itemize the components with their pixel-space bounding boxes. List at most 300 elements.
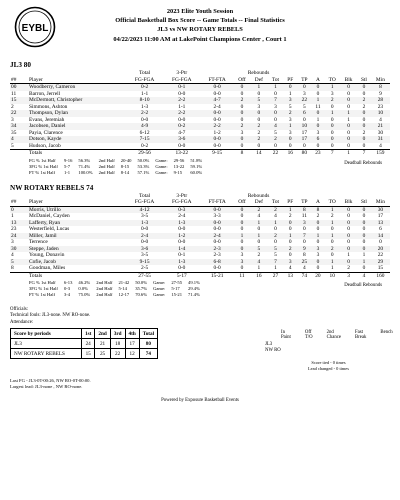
split-cell: 5-17 [171, 286, 180, 292]
stat-cell: 7 [268, 259, 284, 266]
stat-cell: 0 [340, 123, 357, 130]
stat-cell: Lafferty, Ryan [28, 220, 126, 227]
stat-cell: 0-0 [200, 136, 233, 143]
stat-cell: 13 [10, 220, 28, 227]
stat-cell: 0-0 [213, 90, 221, 97]
stat-cell: 0 [274, 239, 277, 245]
stat-cell: 0 [316, 142, 320, 149]
split-cell: 2nd Half [96, 292, 113, 298]
stat-cell: 4 [268, 123, 284, 130]
stat-cell: 0 [316, 226, 320, 232]
stat-cell: 17 [297, 136, 311, 143]
split-cell: 12-17 [118, 292, 130, 298]
stat-cell: 5 [288, 103, 292, 110]
stat-cell: 0 [357, 220, 371, 227]
stat-cell: 0 [340, 206, 357, 213]
stat-cell: 1 [362, 252, 366, 258]
stat-cell: 10 [297, 123, 311, 130]
totals-cell: 22 [268, 150, 284, 157]
split-cell: 8-14 [120, 169, 130, 175]
column-header: Blk [344, 76, 353, 83]
stat-cell: 0 [303, 142, 306, 149]
stat-cell: 1-3 [141, 103, 149, 110]
stat-cell: 1-1 [178, 103, 186, 110]
split-cell: 59.1% [190, 163, 203, 169]
group-header-cell: Total [139, 70, 151, 76]
stat-cell: 0 [288, 142, 292, 149]
stat-cell: 0 [297, 84, 311, 91]
score-cell: JL3 [11, 339, 82, 349]
split-cell: 71.4% [78, 163, 91, 169]
column-header: TO [328, 199, 336, 205]
lead-changed: Lead changed - 0 times [308, 366, 349, 372]
date-venue: 04/22/2023 11:00 AM at LakePoint Champions Center , Court 1 [113, 35, 287, 43]
stat-cell: 1 [283, 233, 297, 240]
stat-cell: 0-0 [178, 142, 186, 149]
stat-cell: 0 [288, 226, 292, 232]
stat-cell: 0-0 [200, 206, 233, 213]
player-row [10, 206, 390, 213]
column-header: Min [375, 199, 385, 205]
stat-cell: 3-6 [163, 136, 200, 143]
stat-cell: 0-2 [163, 123, 200, 130]
score-cell: 22 [110, 349, 125, 359]
stat-cell: 3 [274, 103, 277, 110]
column-header: Player [29, 76, 43, 83]
teams-container [10, 60, 390, 305]
last-fg: Last FG - JL3-0T-00:26, NW RO-0T-00:00. [10, 378, 91, 384]
stat-cell: 0 [330, 239, 334, 245]
stat-cell: 0 [362, 265, 366, 271]
stat-cell: 0 [257, 239, 261, 245]
totals-cell: 23 [312, 150, 325, 157]
stat-cell: 1-3 [163, 259, 200, 266]
stat-cell: 0 [340, 136, 357, 143]
stat-cell: 2 [268, 206, 284, 213]
stat-cell: 0 [250, 110, 267, 117]
column-header: Tot [271, 76, 280, 83]
stat-cell: Simmons, Ashton [29, 103, 68, 110]
score-cell: 17 [125, 339, 139, 349]
column-header: TO [328, 76, 336, 83]
split-cell: 5-14 [118, 286, 127, 292]
stat-cell: 4 [250, 259, 267, 266]
split-cell: Game: [155, 163, 168, 169]
split-cell: Game: [153, 292, 166, 298]
totals-row [10, 150, 390, 157]
stat-cell: 4 [303, 265, 306, 271]
split-cell: 56.3% [78, 157, 91, 163]
stat-cell: 20 [371, 246, 390, 253]
stat-cell: 0 [288, 252, 292, 258]
stat-cell: 7 [268, 97, 284, 104]
stat-cell: 1 [324, 233, 340, 240]
group-header-cell: Rebounds [247, 192, 270, 199]
score-cell: 21 [95, 339, 110, 349]
stat-cell: 30 [371, 206, 390, 213]
event-title: 2023 Elite Youth Session [166, 8, 234, 15]
stat-cell: 3-5 [141, 252, 149, 258]
column-header: Off [238, 76, 246, 83]
totals-cell: 9-15 [200, 150, 233, 157]
stat-cell: 0 [357, 136, 371, 143]
stat-cell: 11 [315, 103, 321, 110]
split-cell: FT % 1st Half [29, 169, 56, 175]
summary-label: Fast Break [354, 330, 367, 341]
stat-cell: 8 [297, 206, 311, 213]
stat-cell: 1 [347, 116, 350, 123]
stat-cell: 13 [371, 220, 390, 227]
stat-cell: 1 [324, 110, 340, 117]
split-cell: Game: [153, 286, 166, 292]
summary-label: Bench [380, 330, 393, 336]
stat-cell: 0-0 [178, 90, 186, 97]
stat-cell: 0 [283, 220, 297, 227]
totals-cell: 74 [297, 272, 311, 279]
stat-cell: 0 [362, 239, 366, 245]
column-header: FG-FGA [134, 199, 155, 205]
stat-cell: 1 [324, 259, 340, 266]
stat-cell: 4-12 [126, 206, 163, 213]
stat-cell: 3 [316, 252, 320, 258]
totals-cell: 10 [324, 272, 340, 279]
stat-cell: Cofie, Jacob [28, 259, 126, 266]
stat-cell: 2 [283, 110, 297, 117]
stat-cell: 0 [274, 226, 277, 232]
split-cell: 46.2% [78, 280, 91, 285]
stat-cell: 8 [11, 265, 14, 271]
stat-cell: 0 [10, 206, 28, 213]
stat-cell: 0-2 [141, 142, 149, 149]
stat-cell: Payia, Clarence [29, 129, 63, 136]
stat-cell: 5 [11, 142, 14, 149]
split-cell: 71.4% [188, 292, 200, 298]
stat-cell: 0 [240, 103, 244, 110]
totals-cell: 13-22 [163, 150, 200, 157]
stat-cell: 0 [357, 123, 371, 130]
stat-cell: 0 [274, 142, 277, 149]
box-score-table [10, 70, 390, 157]
stat-cell: 22 [10, 110, 28, 117]
stat-cell: 1 [330, 265, 334, 271]
stat-cell: 3 [312, 246, 325, 253]
stat-cell: 1-3 [163, 220, 200, 227]
stat-cell: 4 [379, 116, 382, 123]
stat-cell: 0 [274, 116, 277, 123]
stat-cell: 0 [240, 116, 244, 123]
split-cell: 15-21 [171, 292, 183, 298]
stat-cell: 0 [357, 110, 371, 117]
stat-cell: 3 [11, 116, 14, 123]
stat-cell: 1 [268, 220, 284, 227]
stat-cell: 1 [347, 252, 350, 258]
column-header: TP [301, 199, 308, 205]
stat-cell: Thompson, Dylan [28, 110, 126, 117]
stat-cell: 6-8 [200, 259, 233, 266]
totals-cell: Totals [28, 150, 126, 157]
stat-cell: 2-2 [126, 110, 163, 117]
stat-cell: 22 [297, 97, 311, 104]
column-header: A [315, 199, 320, 205]
stat-cell: 1 [11, 213, 14, 219]
split-cell: 3FG % 1st Half [29, 163, 58, 169]
stat-cell: 6-12 [139, 129, 150, 136]
split-cell: 29-56 [173, 157, 185, 163]
stat-cell: 2-4 [178, 213, 186, 219]
game-summary [265, 330, 393, 354]
stat-cell: Dotson, Kayde [28, 136, 126, 143]
stat-cell: 1-2 [213, 129, 221, 136]
column-header: FG-FGA [134, 76, 155, 83]
stat-cell: 0 [234, 136, 250, 143]
officials-label: Officials: [10, 307, 29, 312]
stat-cell: 0 [257, 90, 261, 97]
stat-cell: 22 [377, 252, 384, 258]
column-header: Player [29, 199, 43, 205]
split-cell: 9-15 [173, 169, 183, 175]
split-cell: 70.6% [135, 292, 148, 298]
stat-cell: 0 [330, 252, 334, 258]
score-header-cell: 1st [82, 329, 95, 339]
split-cell: 27-55 [171, 280, 183, 285]
stat-cell: 8 [303, 252, 306, 258]
summary-team: JL3 [265, 342, 273, 348]
split-cell: 100.0% [78, 169, 93, 175]
totals-cell: 16 [250, 272, 267, 279]
split-cell: Game: [155, 157, 168, 163]
stat-cell: 2-3 [213, 252, 221, 258]
stat-cell: 2 [257, 252, 261, 258]
split-cell: 49.1% [188, 280, 200, 285]
stat-cell: 0 [240, 142, 244, 149]
stat-cell: 0 [340, 97, 357, 104]
stat-cell: 0-2 [126, 84, 163, 91]
stat-cell: 1 [324, 220, 340, 227]
totals-cell [10, 272, 28, 279]
stat-cell: 0 [340, 259, 357, 266]
score-row [11, 349, 158, 359]
stat-cell: 3-6 [126, 246, 163, 253]
stat-cell: 14 [371, 233, 390, 240]
split-cell: 51.8% [190, 157, 203, 163]
stat-cell: 4-7 [200, 97, 233, 104]
stat-cell: 0 [362, 90, 366, 97]
split-cell: 50.0% [135, 280, 148, 285]
split-cell: 21-42 [118, 280, 130, 285]
stat-cell: 8 [312, 206, 325, 213]
score-cell: 12 [125, 349, 139, 359]
totals-cell: 7 [357, 150, 371, 157]
stat-cell: 0 [340, 246, 357, 253]
stat-cell: 0 [303, 116, 306, 123]
stat-cell: 5 [10, 259, 28, 266]
stat-cell: 28 [371, 97, 390, 104]
split-cell: FG % 1st Half [29, 280, 56, 285]
stat-cell: 2-3 [200, 246, 233, 253]
stat-cell: 0 [240, 226, 244, 232]
column-header-row [10, 199, 390, 206]
stat-cell: 2 [234, 123, 250, 130]
column-header: Tot [271, 199, 280, 205]
totals-cell: 11 [234, 272, 250, 279]
split-cell: 2nd Half [98, 169, 115, 175]
svg-text:EYBL: EYBL [21, 23, 49, 34]
stat-cell: 0 [303, 226, 306, 232]
stat-cell: 1 [274, 265, 277, 271]
score-header-cell: 4th [125, 329, 139, 339]
stat-cell: 0 [274, 90, 277, 97]
stat-cell: 0-0 [213, 142, 221, 149]
stat-cell: 2 [324, 246, 340, 253]
stat-cell: 30 [377, 129, 384, 136]
column-header: A [315, 76, 320, 83]
stat-cell: 2-4 [213, 103, 221, 110]
split-cell: 5-7 [63, 163, 71, 169]
stat-cell: 0 [362, 116, 366, 123]
split-cell: FT % 1st Half [29, 292, 56, 298]
totals-cell: 80 [297, 150, 311, 157]
stat-cell: 5 [303, 103, 306, 110]
totals-cell: 5-17 [163, 272, 200, 279]
stat-cell: 3 [283, 97, 297, 104]
split-row [26, 292, 203, 298]
stat-cell: Hudson, Jacob [29, 142, 61, 149]
stat-cell: 0 [312, 123, 325, 130]
stat-cell: 2 [362, 129, 366, 136]
ties-leads [308, 360, 349, 372]
stat-cell: 1 [268, 84, 284, 91]
column-header: ## [11, 76, 17, 83]
stat-cell: 2 [283, 246, 297, 253]
team-section [10, 60, 390, 183]
stat-cell: 2 [234, 97, 250, 104]
stat-cell: 9 [297, 246, 311, 253]
stat-cell: 3 [257, 103, 261, 110]
stat-cell: 0 [357, 233, 371, 240]
powered-by: Powered by Exposure Basketball Events [161, 398, 239, 404]
deadball-rebounds: Deadball Rebounds [344, 283, 382, 288]
stat-cell: Jacobsen, Daniel [28, 123, 126, 130]
stat-cell: 1 [312, 233, 325, 240]
stat-cell: 0-1 [163, 84, 200, 91]
stat-cell: 0-0 [178, 239, 186, 245]
stat-cell: 2-4 [126, 233, 163, 240]
stat-cell: 2 [330, 213, 334, 219]
totals-cell: 15-21 [200, 272, 233, 279]
stat-cell: 0-0 [141, 116, 149, 123]
stat-cell: 0 [268, 110, 284, 117]
totals-cell: 8 [234, 150, 250, 157]
stat-cell: 9-15 [126, 259, 163, 266]
stat-cell: Terrence [29, 239, 48, 245]
stat-cell: 0 [340, 84, 357, 91]
totals-cell: 159 [371, 150, 390, 157]
stat-cell: 4-7 [178, 129, 186, 136]
stat-cell: 1 [234, 233, 250, 240]
stat-cell: 2 [347, 265, 350, 271]
stat-cell: 4 [274, 213, 277, 219]
team-title: JL3 80 [10, 61, 31, 69]
split-cell: 53.3% [137, 163, 150, 169]
stat-cell: 1 [283, 123, 297, 130]
stat-cell: 00 [10, 84, 28, 91]
technical-fouls: Technical fouls: JL3-none. NW RO-none. [10, 313, 91, 319]
stat-cell: 29 [371, 259, 390, 266]
totals-cell: 1 [340, 150, 357, 157]
stat-cell: 21 [371, 123, 390, 130]
stat-cell: 1 [288, 90, 292, 97]
score-row [11, 339, 158, 349]
stat-cell: 0 [288, 239, 292, 245]
stat-cell: Westerfield, Lucas [29, 226, 70, 232]
stat-cell: 1 [250, 233, 267, 240]
column-header: TP [301, 76, 308, 83]
stat-cell: 10 [371, 110, 390, 117]
summary-label: In Paint [281, 330, 291, 341]
split-cell: 2nd Half [98, 163, 115, 169]
stat-cell: 2 [11, 103, 14, 110]
stat-cell: 6 [297, 110, 311, 117]
split-cell: FG % 1st Half [29, 157, 56, 163]
stat-cell: 0 [357, 84, 371, 91]
report-title: Official Basketball Box Score -- Game Totals -- Final Statistics [115, 17, 285, 25]
totals-cell [10, 150, 28, 157]
split-cell: 0-3 [63, 286, 71, 292]
group-header-cell: 3-Ptr [176, 192, 188, 199]
group-header-cell: 3-Ptr [176, 70, 188, 76]
score-cell: 80 [139, 339, 157, 349]
stat-cell: 0 [234, 220, 250, 227]
group-header-cell: Rebounds [247, 70, 270, 76]
stat-cell: 17 [301, 129, 308, 136]
stat-cell: 0 [240, 213, 244, 219]
stat-cell: 8-10 [126, 97, 163, 104]
stat-cell: 4 [288, 265, 292, 271]
stat-cell: 4 [10, 136, 28, 143]
column-header: PF [287, 76, 294, 83]
stat-cell: 3 [330, 90, 334, 97]
stat-cell: 0-0 [178, 226, 186, 232]
largest-lead: Largest lead: JL3-none , NW RO-none. [10, 384, 83, 390]
stat-cell: 1 [250, 84, 267, 91]
stat-cell: 1 [257, 265, 261, 271]
split-cell: 2nd Half [98, 157, 115, 163]
stat-cell: 0-0 [213, 265, 221, 271]
stat-cell: 11 [11, 90, 17, 97]
stat-cell: McDaniel, Cayden [29, 213, 70, 219]
stat-cell: 3 [316, 129, 320, 136]
totals-cell: 27 [268, 272, 284, 279]
group-header-cell: Total [139, 192, 151, 199]
stat-cell: 3 [297, 220, 311, 227]
summary-team: NW RO [265, 348, 281, 354]
box-score-table [10, 193, 390, 280]
score-cell: NW ROTARY REBELS [11, 349, 82, 359]
split-cell: 2nd Half [96, 280, 113, 285]
team-section [10, 183, 390, 306]
stat-cell: 11 [301, 213, 307, 219]
stat-cell: 4 [379, 142, 382, 149]
stat-cell: 2 [250, 206, 267, 213]
score-cell: 18 [110, 339, 125, 349]
stat-cell: 2-2 [200, 123, 233, 130]
stat-cell: 0-0 [213, 239, 221, 245]
stat-cell: 1-3 [126, 220, 163, 227]
stat-cell: 0 [347, 142, 350, 149]
score-cell: 74 [139, 349, 157, 359]
shooting-splits [10, 157, 390, 183]
stat-cell: 3 [303, 90, 306, 97]
